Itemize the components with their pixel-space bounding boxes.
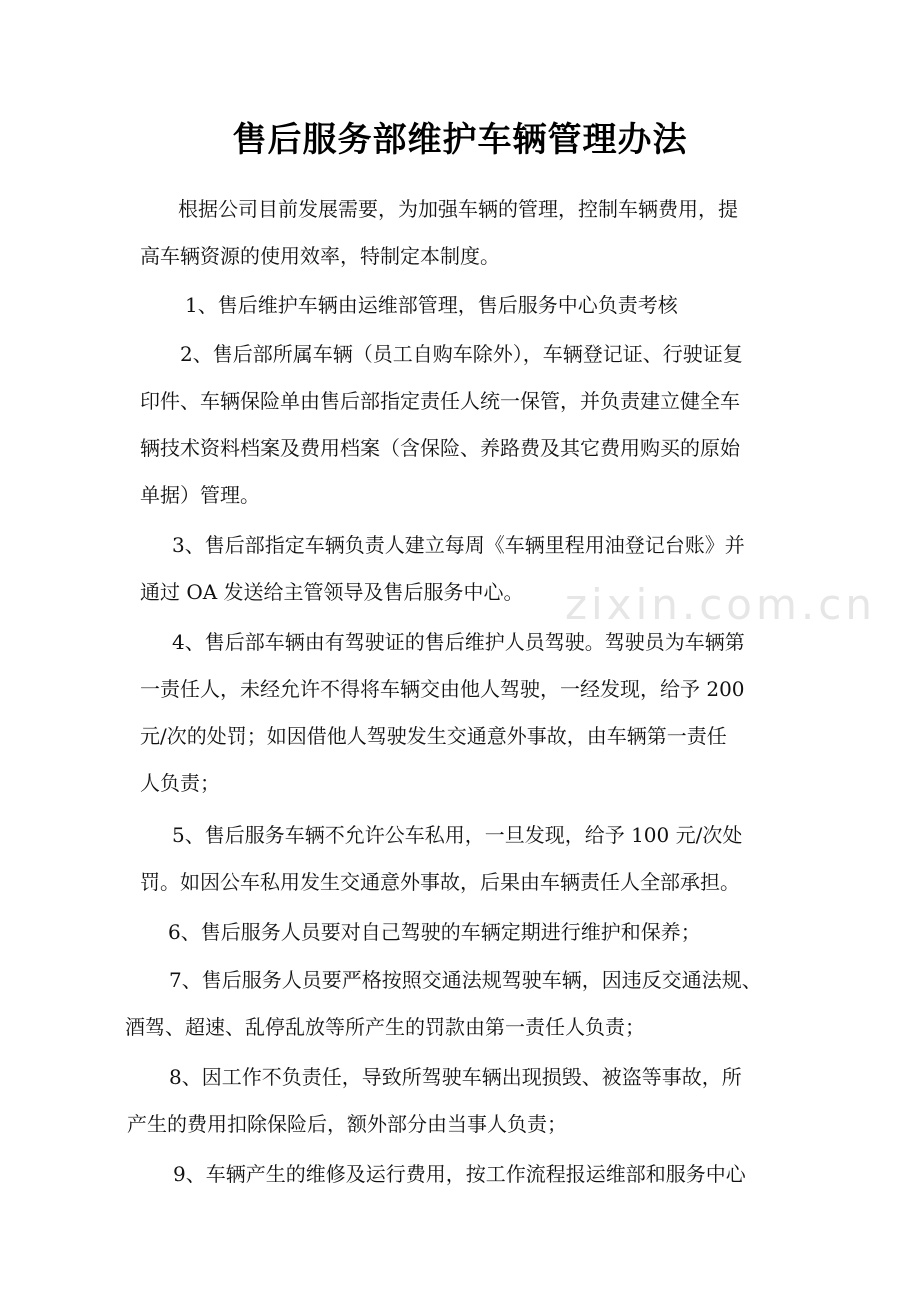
clause-9	[173, 1151, 746, 1198]
clause-2	[140, 331, 743, 519]
clause-6	[168, 909, 701, 956]
paragraph-line: 一责任人，未经允许不得将车辆交由他人驾驶，一经发现，给予 200	[140, 677, 745, 701]
paragraph-line: 2、售后部所属车辆（员工自购车除外），车辆登记证、行驶证复	[180, 342, 743, 366]
paragraph-line: 3、售后部指定车辆负责人建立每周《车辆里程用油登记台账》并	[172, 533, 745, 557]
paragraph-line: 元/次的处罚；如因借他人驾驶发生交通意外事故，由车辆第一责任	[140, 724, 727, 748]
intro-paragraph	[140, 186, 738, 280]
clause-7	[125, 957, 762, 1051]
paragraph-line: 8、因工作不负责任，导致所驾驶车辆出现损毁、被盗等事故，所	[169, 1065, 742, 1089]
clause-4	[140, 619, 745, 807]
paragraph-line: 根据公司目前发展需要，为加强车辆的管理，控制车辆费用，提	[178, 197, 738, 221]
paragraph-line: 产生的费用扣除保险后，额外部分由当事人负责；	[127, 1112, 567, 1136]
paragraph-line: 9、车辆产生的维修及运行费用，按工作流程报运维部和服务中心	[173, 1162, 746, 1186]
clause-3	[140, 522, 745, 616]
clause-8	[127, 1054, 742, 1148]
paragraph-line: 高车辆资源的使用效率，特制定本制度。	[140, 244, 500, 268]
paragraph-line: 罚。如因公车私用发生交通意外事故，后果由车辆责任人全部承担。	[140, 870, 740, 894]
clause-5	[140, 812, 742, 906]
clause-1	[185, 282, 678, 329]
paragraph-line: 6、售后服务人员要对自己驾驶的车辆定期进行维护和保养；	[168, 920, 701, 944]
paragraph-line: 7、售后服务人员要严格按照交通法规驾驶车辆，因违反交通法规、	[169, 968, 762, 992]
paragraph-line: 酒驾、超速、乱停乱放等所产生的罚款由第一责任人负责；	[125, 1015, 645, 1039]
paragraph-line: 人负责；	[140, 771, 220, 795]
paragraph-line: 印件、车辆保险单由售后部指定责任人统一保管，并负责建立健全车	[140, 389, 740, 413]
paragraph-line: 单据）管理。	[140, 483, 260, 507]
paragraph-line: 辆技术资料档案及费用档案（含保险、养路费及其它费用购买的原始	[140, 436, 740, 460]
paragraph-line: 4、售后部车辆由有驾驶证的售后维护人员驾驶。驾驶员为车辆第	[172, 630, 745, 654]
paragraph-line: 通过 OA 发送给主管领导及售后服务中心。	[140, 580, 524, 604]
paragraph-line: 1、售后维护车辆由运维部管理，售后服务中心负责考核	[185, 293, 678, 317]
paragraph-line: 5、售后服务车辆不允许公车私用，一旦发现，给予 100 元/次处	[172, 823, 743, 847]
watermark: zixin.com.cn	[565, 580, 876, 629]
document-title: 售后服务部维护车辆管理办法	[232, 120, 688, 160]
